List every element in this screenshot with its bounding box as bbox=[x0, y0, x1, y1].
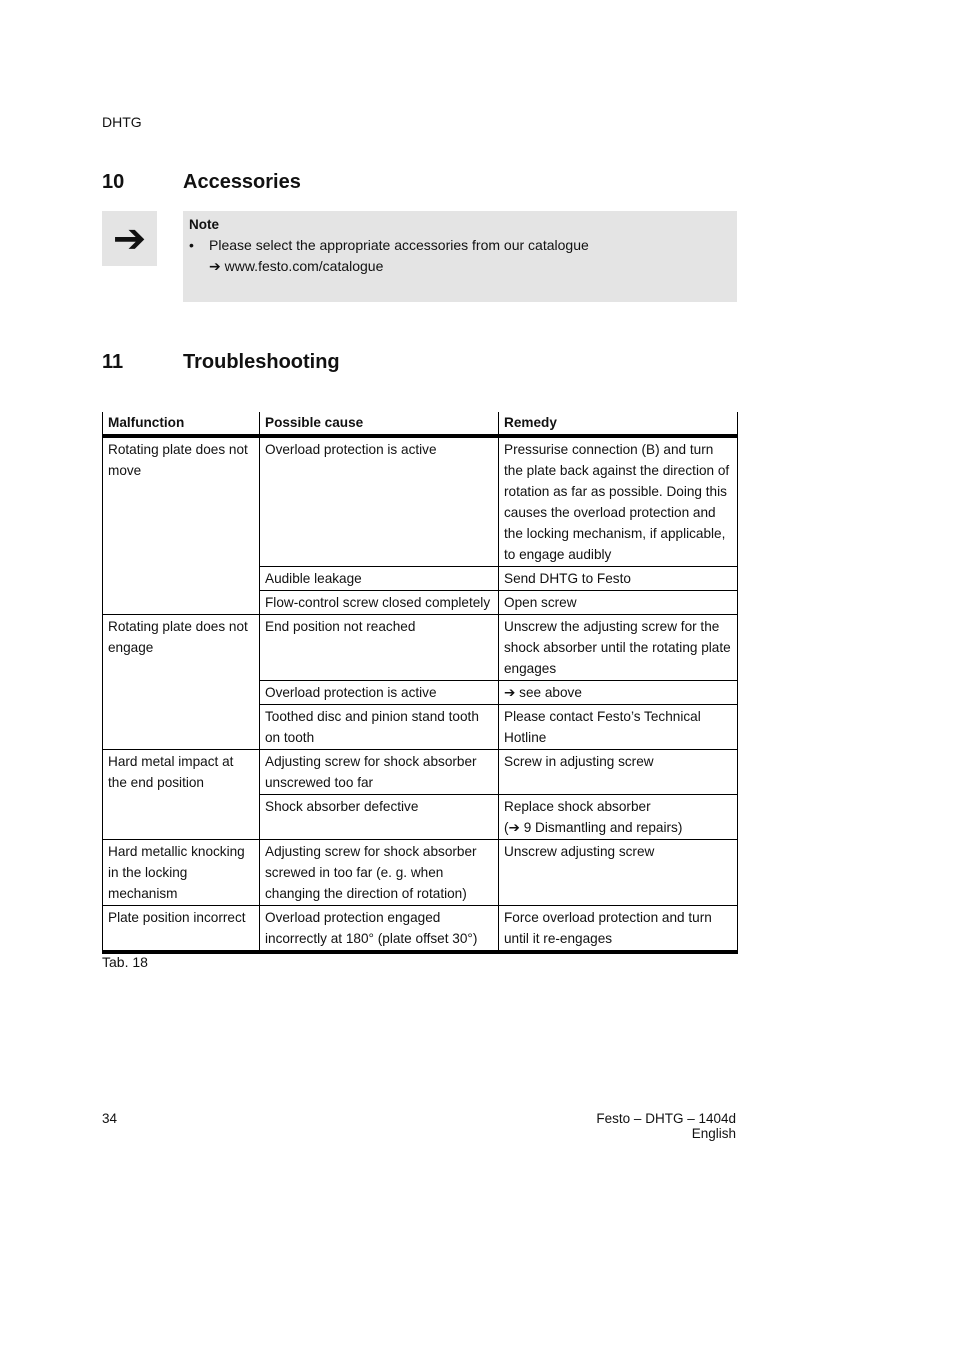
bullet: • bbox=[189, 237, 194, 253]
table-row bbox=[103, 840, 738, 906]
page-number: 34 bbox=[102, 1111, 118, 1126]
column-header: Malfunction bbox=[103, 412, 260, 436]
cross-reference-link[interactable]: (➔ 9 Dismantling and repairs) bbox=[504, 820, 683, 835]
cause-cell: Toothed disc and pinion stand tooth on tooth bbox=[260, 705, 499, 750]
note-box bbox=[183, 211, 737, 302]
remedy-cell bbox=[499, 795, 738, 840]
table-header-row bbox=[103, 412, 738, 436]
cause-cell: End position not reached bbox=[260, 615, 499, 681]
table-row bbox=[103, 615, 738, 681]
column-header: Possible cause bbox=[260, 412, 499, 436]
cause-cell: Overload protection engaged incorrectly at 180° (plate offset 30°) bbox=[260, 906, 499, 953]
cause-cell: Flow-control screw closed completely bbox=[260, 591, 499, 615]
malfunction-cell: Rotating plate does not move bbox=[103, 436, 260, 615]
footer-doc-info: Festo – DHTG – 1404d English bbox=[596, 1111, 736, 1141]
document-header: DHTG bbox=[102, 114, 142, 130]
cause-cell: Shock absorber defective bbox=[260, 795, 499, 840]
troubleshooting-table bbox=[102, 412, 738, 954]
cause-cell: Overload protection is active bbox=[260, 436, 499, 567]
cause-cell: Audible leakage bbox=[260, 567, 499, 591]
remedy-cell: Send DHTG to Festo bbox=[499, 567, 738, 591]
cause-cell: Adjusting screw for shock absorber unscrewed too far bbox=[260, 750, 499, 795]
malfunction-cell: Rotating plate does not engage bbox=[103, 615, 260, 750]
remedy-cell: Force overload protection and turn until it re-engages bbox=[499, 906, 738, 953]
remedy-cell: Open screw bbox=[499, 591, 738, 615]
section-title: Accessories bbox=[183, 171, 301, 193]
table-row bbox=[103, 750, 738, 795]
section-number: 10 bbox=[102, 171, 125, 193]
malfunction-cell: Plate position incorrect bbox=[103, 906, 260, 953]
catalogue-link[interactable]: www.festo.com/catalogue bbox=[224, 258, 384, 274]
malfunction-cell: Hard metallic knocking in the locking mechanism bbox=[103, 840, 260, 906]
remedy-cell: Unscrew the adjusting screw for the shock absorber until the rotating plate engages bbox=[499, 615, 738, 681]
table-caption: Tab. 18 bbox=[102, 954, 148, 970]
malfunction-cell: Hard metal impact at the end position bbox=[103, 750, 260, 840]
cause-cell: Overload protection is active bbox=[260, 681, 499, 705]
remedy-cell: Unscrew adjusting screw bbox=[499, 840, 738, 906]
arrow-right-icon: ➔ bbox=[209, 258, 221, 274]
note-icon-box bbox=[102, 211, 157, 266]
table-row bbox=[103, 906, 738, 953]
section-number: 11 bbox=[102, 351, 124, 373]
section-title: Troubleshooting bbox=[183, 351, 340, 373]
note-link-line bbox=[189, 256, 731, 277]
arrow-right-icon: ➔ bbox=[112, 216, 147, 261]
remedy-cell: Screw in adjusting screw bbox=[499, 750, 738, 795]
remedy-text: Replace shock absorber bbox=[504, 799, 651, 814]
note-text: Please select the appropriate accessories from our catalogue bbox=[209, 237, 589, 253]
cause-cell: Adjusting screw for shock absorber screwed in too far (e. g. when changing the direction of rotation) bbox=[260, 840, 499, 906]
remedy-cell: ➔ see above bbox=[499, 681, 738, 705]
column-header: Remedy bbox=[499, 412, 738, 436]
note-bullet-item bbox=[189, 235, 731, 256]
table-row bbox=[103, 436, 738, 567]
note-title: Note bbox=[189, 217, 219, 232]
remedy-cell: Pressurise connection (B) and turn the plate back against the direction of rotation as far as possible. Doing this causes the overload protection and the locking mechanism, if applicable, to engage audibly bbox=[499, 436, 738, 567]
remedy-cell: Please contact Festo’s Technical Hotline bbox=[499, 705, 738, 750]
